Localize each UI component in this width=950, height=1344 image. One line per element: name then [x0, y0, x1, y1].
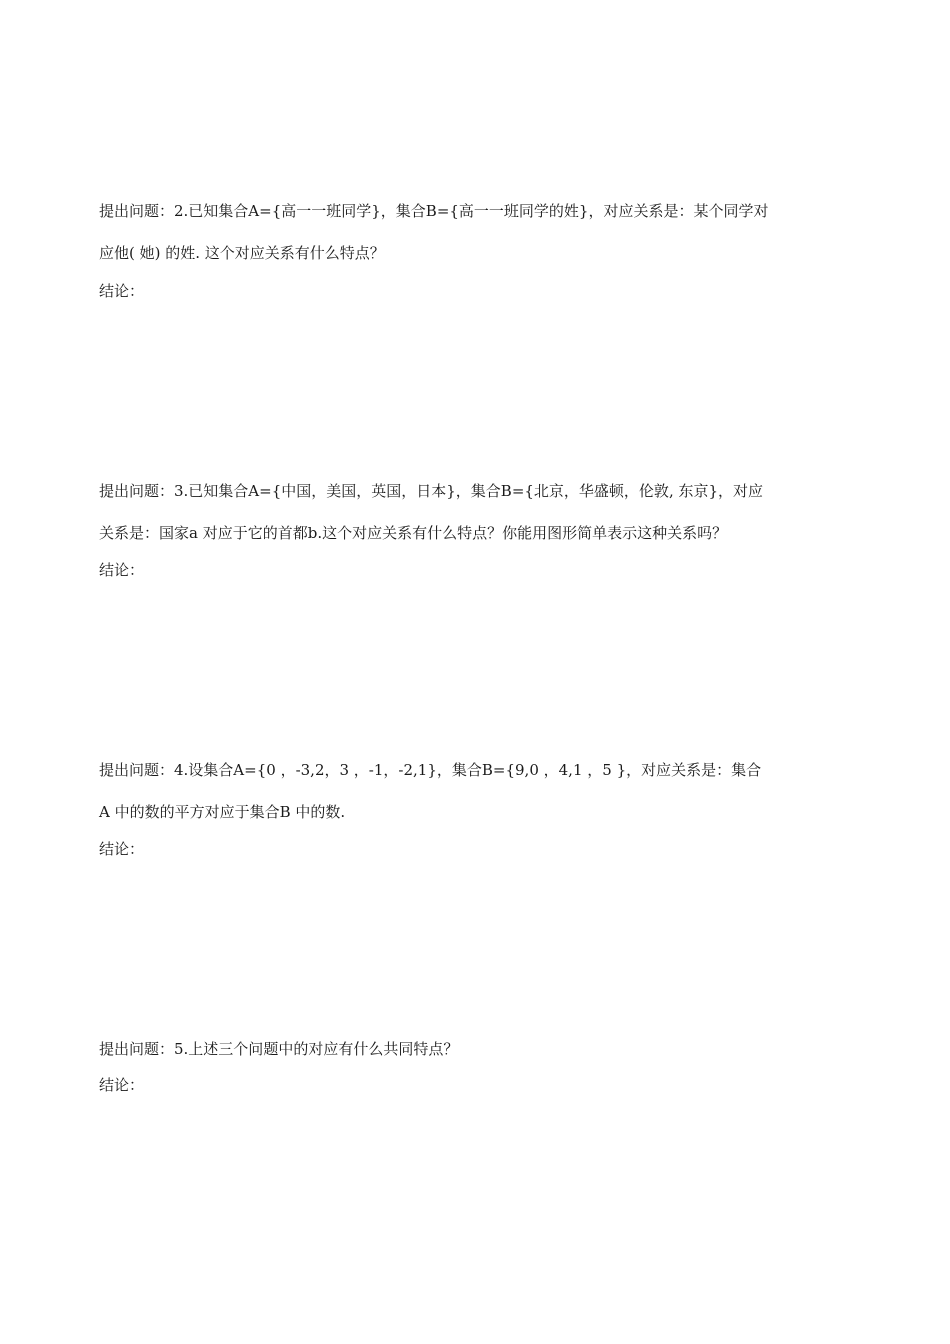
question-4-conclusion-label: 结论： — [99, 840, 145, 858]
question-2-line-1: 提出问题：2.已知集合A={高一一班同学}，集合B={高一一班同学的姓}，对应关系是：某个同学对 — [99, 202, 769, 220]
question-4-line-1: 提出问题：4.设集合A={0 ，-3,2，3 ，-1，-2,1}，集合B={9,0 ，4,1 ，5 }，对应关系是：集合 — [99, 761, 762, 779]
question-3-line-1: 提出问题：3.已知集合A={中国，美国，英国，日本}，集合B={北京，华盛顿，伦敦, 东京}，对应 — [99, 482, 764, 500]
question-3-line-2: 关系是：国家a 对应于它的首都b.这个对应关系有什么特点？你能用图形简单表示这种关系吗？ — [99, 524, 728, 542]
question-5-line-1: 提出问题：5.上述三个问题中的对应有什么共同特点？ — [99, 1040, 459, 1058]
question-3-conclusion-label: 结论： — [99, 561, 145, 579]
question-2-conclusion-label: 结论： — [99, 282, 145, 300]
question-5-conclusion-label: 结论： — [99, 1076, 145, 1094]
question-2-line-2: 应他( 她) 的姓. 这个对应关系有什么特点？ — [99, 244, 385, 262]
question-4-line-2: A 中的数的平方对应于集合B 中的数. — [99, 803, 346, 821]
